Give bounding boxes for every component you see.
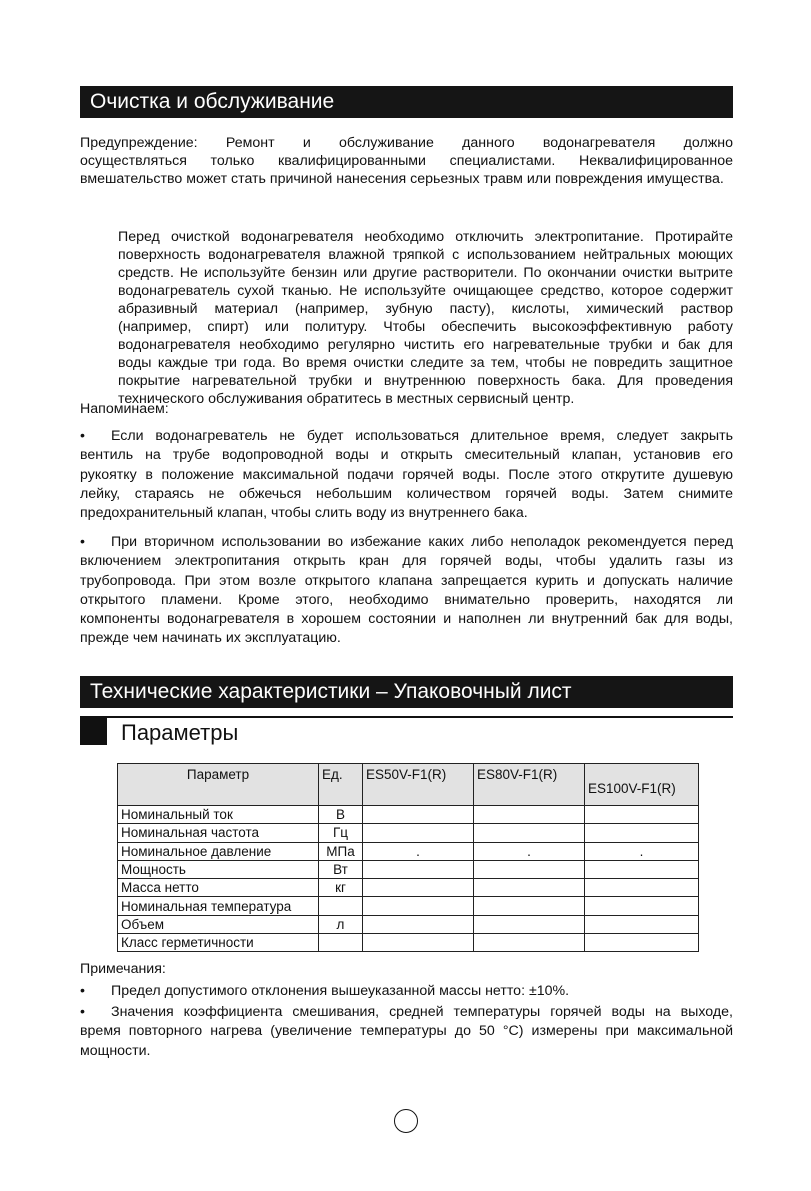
- table-cell: Вт: [319, 860, 363, 878]
- text-line: трубопровода. При этом возле открытого клапана запрещается курить и допускать наличие: [80, 572, 733, 589]
- cleaning-paragraph: [118, 228, 733, 408]
- table-cell: [319, 897, 363, 915]
- table-cell: [474, 897, 585, 915]
- text-line: открытого пламени. Кроме этого, необходимо внимательно проверить, находятся ли: [80, 591, 733, 608]
- table-row: [118, 842, 699, 860]
- section-header-cleaning: Очистка и обслуживание: [80, 86, 733, 118]
- table-cell: [585, 806, 699, 824]
- table-cell: Гц: [319, 824, 363, 842]
- col-header: ES50V-F1(R): [363, 764, 474, 806]
- bullet-line: [80, 533, 733, 552]
- table-cell: .: [363, 842, 474, 860]
- text-line: Если водонагреватель не будет использоваться длительное время, следует закрыть: [111, 428, 733, 444]
- table-cell: Номинальное давление: [118, 842, 319, 860]
- table-cell: [585, 897, 699, 915]
- text-line: (например, спирт) или политуру. Чтобы обеспечить высокоэффективную работу: [118, 319, 733, 335]
- table-row: [118, 879, 699, 897]
- bullet-icon: •: [80, 534, 85, 550]
- col-header: ES80V-F1(R): [474, 764, 585, 806]
- page-number-circle: [394, 1109, 418, 1133]
- table-cell: Масса нетто: [118, 879, 319, 897]
- table-cell: л: [319, 915, 363, 933]
- table-row: [118, 934, 699, 952]
- text-line: технического обслуживания обратитесь в местных сервисный центр.: [118, 391, 575, 407]
- square-marker-icon: [80, 718, 107, 745]
- bullet-icon: •: [80, 428, 85, 444]
- table-row: [118, 915, 699, 933]
- note-1: [80, 982, 733, 1001]
- text-line: компоненты водонагревателя в хорошем состоянии и наполнен ли внутренний бак для воды,: [80, 611, 733, 628]
- text-line: осуществляться только квалифицированными специалистами. Неквалифицированное: [80, 153, 733, 169]
- col-header: ES100V-F1(R): [585, 764, 699, 806]
- parameters-table: [117, 763, 699, 952]
- text-line: Значения коэффициента смешивания, средней температуры горячей воды на выходе,: [111, 1004, 733, 1020]
- text-line: водонагревателя необходимо регулярно чистить его нагревательные трубки и бак для: [118, 337, 733, 353]
- bullet-line: [80, 982, 733, 1001]
- table-cell: [363, 934, 474, 952]
- reminder-title: Напоминаем:: [80, 401, 169, 417]
- text-line: прежде чем начинать их эксплуатацию.: [80, 630, 341, 647]
- table-cell: Класс герметичности: [118, 934, 319, 952]
- reminder-bullet-2: [80, 533, 733, 649]
- text-line: При вторичном использовании во избежание каких либо неполадок рекомендуется перед: [111, 534, 733, 550]
- bullet-line: [80, 427, 733, 446]
- reminder-bullet-1: [80, 427, 733, 523]
- table-row: [118, 806, 699, 824]
- text-line: абразивный материал (например, зубную пасту), кислоты, химический раствор: [118, 301, 733, 317]
- table-cell: [363, 897, 474, 915]
- table-cell: [319, 934, 363, 952]
- text-line: Предупреждение: Ремонт и обслуживание данного водонагревателя должно: [80, 135, 733, 151]
- table-cell: Номинальная температура: [118, 897, 319, 915]
- text-line: покрытие нагревательной трубки и внутреннюю поверхность бака. Для проведения: [118, 373, 733, 389]
- col-header: Параметр: [118, 764, 319, 806]
- table-cell: [363, 879, 474, 897]
- table-cell: [585, 860, 699, 878]
- table-cell: .: [474, 842, 585, 860]
- text-line: предохранительный клапан, чтобы слить воду из внутреннего бака.: [80, 505, 528, 522]
- table-cell: Объем: [118, 915, 319, 933]
- text-line: вентиль на трубе водопроводной воды и открыть смесительный клапан, установив его: [80, 447, 733, 464]
- table-cell: [363, 824, 474, 842]
- table-cell: кг: [319, 879, 363, 897]
- table-cell: [474, 860, 585, 878]
- table-cell: [585, 824, 699, 842]
- table-cell: [585, 934, 699, 952]
- text-line: поверхность водонагревателя влажной тряпкой с использованием нейтральных моющих: [118, 247, 733, 263]
- table-cell: [585, 879, 699, 897]
- text-line: вмешательство может стать причиной нанесения серьезных травм или повреждения имущества.: [80, 171, 724, 187]
- table-row: [118, 897, 699, 915]
- note-2: [80, 1003, 733, 1061]
- table-cell: [474, 806, 585, 824]
- text-line: мощности.: [80, 1042, 151, 1059]
- table-row: [118, 824, 699, 842]
- notes-title: Примечания:: [80, 961, 166, 977]
- warning-text: [80, 134, 733, 188]
- text-line: средств. Не используйте бензин или другие растворители. По окончании очистки вытрите: [118, 265, 733, 281]
- bullet-icon: •: [80, 1004, 85, 1020]
- table-cell: [474, 824, 585, 842]
- table-cell: [363, 860, 474, 878]
- bullet-icon: •: [80, 983, 85, 999]
- text-line: время повторного нагрева (увеличение температуры до 50 °C) измерены при максимальной: [80, 1023, 733, 1040]
- table-cell: [474, 915, 585, 933]
- table-cell: [363, 806, 474, 824]
- table-cell: МПа: [319, 842, 363, 860]
- text-line: Предел допустимого отклонения вышеуказанной массы нетто: ±10%.: [111, 983, 570, 999]
- table-cell: Мощность: [118, 860, 319, 878]
- section-header-specs: Технические характеристики – Упаковочный лист: [80, 676, 733, 708]
- table-cell: .: [585, 842, 699, 860]
- table-row: [118, 860, 699, 878]
- table-cell: В: [319, 806, 363, 824]
- text-line: Перед очисткой водонагревателя необходимо отключить электропитание. Протирайте: [118, 229, 733, 245]
- bullet-line: [80, 1003, 733, 1022]
- text-line: рукоятку в положение максимальной подачи горячей воды. После этого открутите душевую: [80, 466, 733, 483]
- table-cell: [585, 915, 699, 933]
- text-line: лейку, стараясь не обжечься небольшим количеством горячей воды. Затем снимите: [80, 485, 733, 502]
- table-cell: [474, 879, 585, 897]
- text-line: воды каждые три года. Во время очистки следите за тем, чтобы не повредить защитное: [118, 355, 733, 371]
- text-line: водонагреватель сухой тканью. Не используйте очищающее средство, которое содержит: [118, 283, 733, 299]
- table-cell: Номинальная частота: [118, 824, 319, 842]
- table-cell: [363, 915, 474, 933]
- table-cell: [474, 934, 585, 952]
- text-line: включением электропитания открыть кран для горячей воды, чтобы удалить газы из: [80, 553, 733, 570]
- table-cell: Номинальный ток: [118, 806, 319, 824]
- col-header: Ед.: [319, 764, 363, 806]
- parameters-heading: Параметры: [121, 720, 239, 745]
